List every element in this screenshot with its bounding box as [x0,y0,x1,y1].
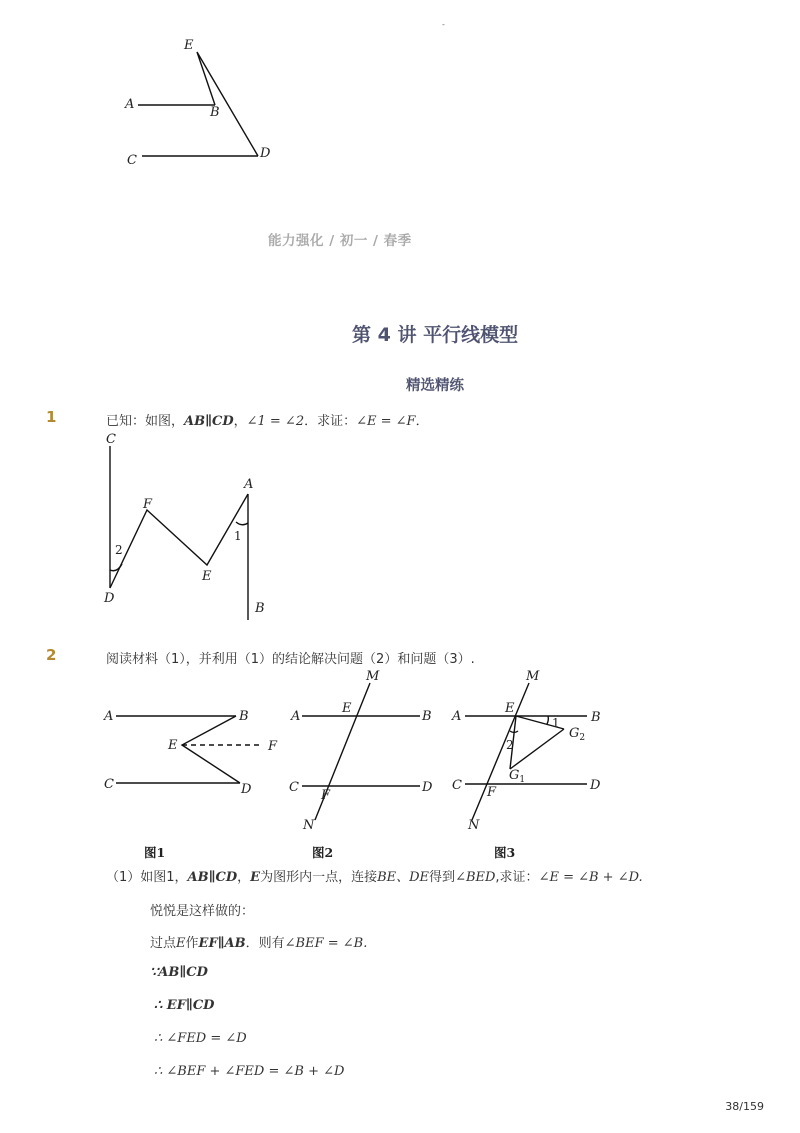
label-c: C [104,777,114,792]
part-1-statement [106,866,643,885]
label-a: A [452,709,462,724]
label-c: C [452,778,462,793]
label-1: 1 [234,529,242,543]
solution-lead: 悦悦是这样做的： [150,904,255,919]
label-e: E [342,701,352,716]
caption-figure-1: 图1 [144,845,166,860]
solution-step-3: ∴ EF∥CD [154,998,215,1013]
angle-1-arc [547,716,548,724]
solution-step-2: ∵AB∥CD [150,965,208,980]
label-m: M [526,669,540,684]
p1-get: 得到 [429,870,456,885]
label-1: 1 [552,716,560,730]
label-2: 2 [115,543,123,557]
label-d: D [422,780,433,795]
label-g1 [509,768,525,785]
s1-ef-ab: EF∥AB [198,936,246,951]
q2-figure-2 [285,665,445,835]
label-g2-letter: G [569,726,580,741]
question-number-2: 2 [46,646,57,664]
label-b: B [422,709,432,724]
label-g2-sub: 2 [579,733,586,743]
solution-step-5: ∴ ∠BEF + ∠FED = ∠B + ∠D [154,1064,345,1079]
label-b: B [255,601,265,616]
label-m: M [366,669,380,684]
label-g1-sub: 1 [519,775,526,785]
line-bed [182,716,240,783]
zigzag-dfea [110,494,248,588]
breadcrumb: 能力强化 / 初一 / 春季 [268,233,412,249]
q1-prove: ．求证： [304,414,357,429]
angle-1-arc [236,522,248,525]
label-2: 2 [506,738,514,752]
label-e: E [168,738,178,753]
p1-angle-bed: ∠BED [455,870,496,885]
question-number-1: 1 [46,408,57,426]
caption-figure-3: 图3 [494,845,516,860]
label-a: A [125,97,135,112]
label-c: C [127,153,137,168]
q1-prefix: 已知：如图， [106,414,185,429]
solution-step-1 [150,932,367,951]
label-f: F [143,497,153,512]
p1-mid: 为图形内一点，连接 [260,870,378,885]
label-d: D [260,146,271,161]
q2-figure-3 [448,665,618,835]
label-n: N [303,818,315,833]
label-d: D [590,778,601,793]
q1-end: ． [415,414,429,429]
top-figure [110,30,310,180]
q1-sep: ， [233,414,247,429]
s1-e: E [176,936,186,951]
label-f: F [487,785,497,800]
solution-step-4: ∴ ∠FED = ∠D [154,1031,247,1046]
label-e: E [184,38,194,53]
s1-b: 作 [185,936,199,951]
label-b: B [210,105,220,120]
label-b: B [591,710,601,725]
label-d: D [241,782,252,797]
q1-conclusion: ∠E = ∠F [356,414,416,429]
line-bed [197,52,258,156]
caption-figure-2: 图2 [312,845,334,860]
label-c: C [106,432,116,447]
label-a: A [291,709,301,724]
label-g1-letter: G [509,768,520,783]
p1-prefix: （1）如图1， [106,870,188,885]
label-a: A [104,709,114,724]
page-title: 第 4 讲 平行线模型 [352,324,519,346]
label-f: F [268,739,278,754]
p1-claim: ∠E = ∠B + ∠D. [538,870,643,885]
label-f: F [321,788,331,803]
p1-ab-cd: AB∥CD [187,870,238,885]
q1-ab-cd: AB∥CD [184,414,234,429]
line-g2g1 [510,729,564,769]
label-d: D [104,591,115,606]
label-a: A [244,477,254,492]
p1-be-de: BE、DE [377,870,430,885]
label-b: B [239,709,249,724]
q1-figure [100,430,280,620]
question-2-text: 阅读材料（1），并利用（1）的结论解决问题（2）和问题（3）. [106,652,475,667]
label-c: C [289,780,299,795]
label-n: N [468,818,480,833]
q2-figure-1 [100,700,290,805]
p1-e-var: E [250,870,261,885]
label-g2 [569,726,585,743]
s1-c: ．则有 [245,936,285,951]
p1-prove: ,求证： [495,870,539,885]
stray-mark: - [442,20,445,29]
label-e: E [505,701,515,716]
q1-angle-eq: ∠1 = ∠2 [246,414,305,429]
line-mn [472,683,529,820]
s1-a: 过点 [150,936,177,951]
section-title: 精选精练 [406,378,464,394]
p1-comma: ， [237,870,251,885]
page-number: 38/159 [725,1100,764,1113]
label-e: E [202,569,212,584]
s1-angle: ∠BEF = ∠B. [284,936,368,951]
question-1-text [106,410,429,429]
